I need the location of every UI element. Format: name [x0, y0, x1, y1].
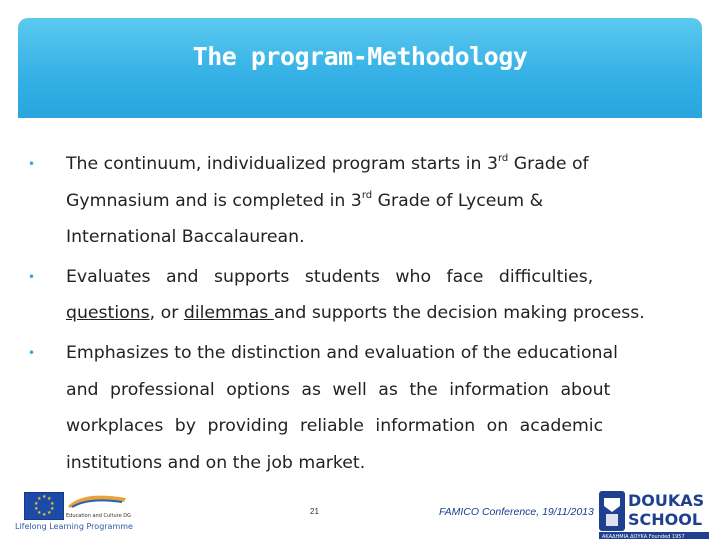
- questions-link: questions: [66, 303, 150, 324]
- bullet-dot-icon: •: [28, 269, 36, 284]
- bullet-1-line-2: [66, 183, 672, 220]
- bullet-item-1: [28, 146, 672, 256]
- bullet-dot-icon: •: [28, 157, 36, 171]
- bullet-3-line-3: workplaces by providing reliable information on academic: [66, 416, 604, 437]
- title-bar: [18, 18, 702, 118]
- conference-label: FAMICO Conference, 19/11/2013: [439, 506, 594, 518]
- education-culture-logo-icon: [66, 492, 128, 510]
- llp-label: Lifelong Learning Programme: [15, 522, 133, 531]
- bullet-2-line-2: [66, 295, 672, 332]
- bullet-1-text-b: Grade of: [508, 154, 589, 174]
- bullet-item-3: [28, 335, 672, 481]
- bullet-item-2: [28, 259, 672, 332]
- bullet-3-line-1: Emphasizes to the distinction and evaluation of the educational: [66, 342, 618, 363]
- dilemmas-link: dilemmas: [183, 303, 274, 324]
- slide-body: [28, 146, 672, 481]
- bullet-dot-icon: •: [28, 345, 36, 360]
- doukas-text: DOUKAS: [628, 491, 705, 510]
- bullet-1-line-1: [66, 146, 672, 183]
- bullet-2-sep: , or: [149, 303, 184, 324]
- edu-caption: Education and Culture DG: [66, 513, 131, 519]
- doukas-school-logo-icon: [598, 488, 710, 540]
- eu-flag-icon: ★ ★ ★ ★ ★ ★ ★ ★ ★ ★: [24, 492, 64, 520]
- slide-title: The program-Methodology: [192, 42, 528, 71]
- superscript: rd: [498, 153, 509, 164]
- superscript: rd: [361, 189, 373, 201]
- bullet-1-text-a: The continuum, individualized program starts in 3: [66, 154, 498, 174]
- school-tagline: ΑΚΑΔΗΜΙΑ ΔΟΥΚΑ Founded 1957: [602, 534, 685, 540]
- bullet-2-rest: and supports the decision making process.: [273, 303, 645, 324]
- bullet-3-line-4: institutions and on the job market.: [66, 452, 366, 473]
- bullet-1-text-c: Gymnasium and is completed in 3: [66, 190, 362, 211]
- bullet-3-line-2: and professional options as well as the information about: [66, 379, 611, 400]
- bullet-1-line-3: International Baccalaurean.: [66, 227, 305, 248]
- bullet-1-text-d: Grade of Lyceum &: [372, 190, 544, 211]
- bullet-2-line-1: Evaluates and supports students who face difficulties,: [66, 266, 594, 287]
- page-number: 21: [310, 507, 319, 516]
- school-text: SCHOOL: [628, 510, 703, 529]
- footer: [0, 488, 720, 540]
